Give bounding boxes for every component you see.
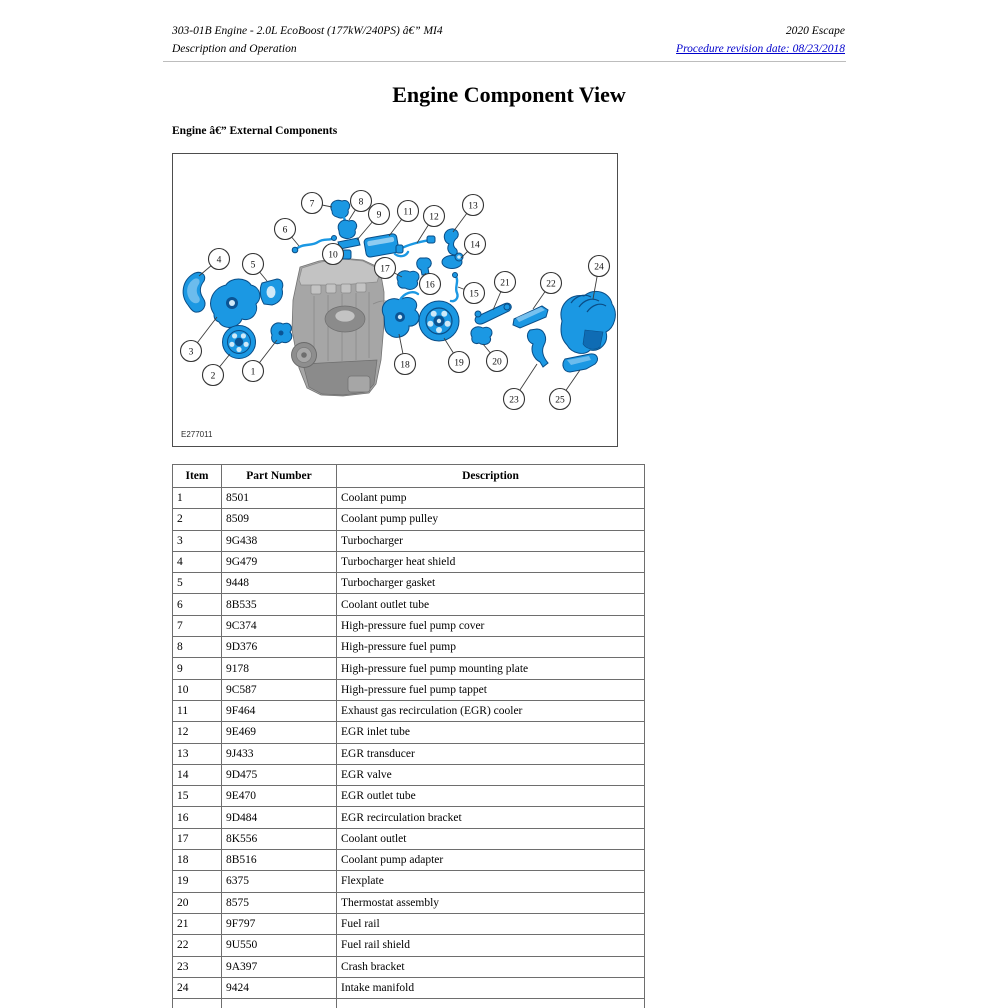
part-number-cell: 9C374	[222, 615, 337, 636]
description-cell: Turbocharger	[337, 530, 645, 551]
part-crash-bracket	[527, 329, 548, 367]
revision-date-link[interactable]: Procedure revision date: 08/23/2018	[676, 43, 845, 55]
callout-number: 12	[429, 212, 439, 223]
table-row	[173, 509, 645, 530]
item-cell: 11	[173, 700, 222, 721]
table-row	[173, 956, 645, 977]
description-cell: Thermostat assembly	[337, 892, 645, 913]
callout-number: 19	[454, 358, 464, 369]
item-cell: 16	[173, 807, 222, 828]
item-cell: 10	[173, 679, 222, 700]
description-cell: Turbocharger heat shield	[337, 551, 645, 572]
part-turbocharger-heat-shield	[183, 272, 205, 312]
item-cell: 15	[173, 786, 222, 807]
part-egr-transducer-bracket	[444, 229, 458, 255]
part-number-cell: 9178	[222, 658, 337, 679]
part-number-cell: 9F464	[222, 700, 337, 721]
part-coolant-pump	[271, 323, 292, 344]
part-number-cell: 9G479	[222, 551, 337, 572]
callout-number: 22	[546, 279, 556, 290]
part-coolant-pump-adapter	[382, 292, 419, 337]
part-number-cell: 9D376	[222, 637, 337, 658]
part-number-cell: 8B535	[222, 594, 337, 615]
part-egr-recirculation-bracket	[417, 258, 432, 275]
table-row	[173, 786, 645, 807]
header-left	[172, 22, 443, 58]
callout-number: 6	[282, 225, 288, 236]
item-cell: 23	[173, 956, 222, 977]
callout-number: 21	[500, 278, 510, 289]
callout-number: 10	[328, 250, 338, 261]
callout-number: 24	[594, 262, 604, 273]
part-number-cell: 9J433	[222, 743, 337, 764]
table-row-partial	[173, 999, 645, 1008]
part-intake-manifold	[561, 291, 615, 353]
table-row	[173, 935, 645, 956]
part-egr-inlet-tube	[396, 236, 435, 253]
description-cell: Coolant pump	[337, 488, 645, 509]
table-row	[173, 913, 645, 934]
part-number-cell: 9D475	[222, 764, 337, 785]
part-number-cell: 9A397	[222, 956, 337, 977]
item-cell: 7	[173, 615, 222, 636]
description-cell: Fuel rail	[337, 913, 645, 934]
callout-number: 1	[250, 367, 256, 378]
description-cell: Coolant outlet tube	[337, 594, 645, 615]
part-fuel-rail	[475, 303, 511, 324]
figure-id-label: E277011	[181, 430, 213, 439]
description-cell: Coolant outlet	[337, 828, 645, 849]
description-cell: High-pressure fuel pump	[337, 637, 645, 658]
item-cell: 20	[173, 892, 222, 913]
callout-number: 5	[250, 260, 256, 271]
part-number-cell: 9D484	[222, 807, 337, 828]
table-row	[173, 594, 645, 615]
table-row	[173, 764, 645, 785]
callout-number: 3	[188, 347, 194, 358]
description-cell: Coolant pump adapter	[337, 850, 645, 871]
engine-block-illustration	[292, 258, 395, 396]
item-cell: 21	[173, 913, 222, 934]
part-turbocharger	[211, 279, 260, 327]
description-cell: Fuel rail shield	[337, 935, 645, 956]
part-fuel-rail-shield	[513, 306, 548, 328]
part-egr-valve	[442, 253, 463, 269]
part-number-cell: 9F797	[222, 913, 337, 934]
callout-number: 25	[555, 395, 565, 406]
part-coolant-pump-pulley	[223, 326, 256, 359]
part-egr-outlet-tube	[451, 273, 458, 302]
callout-number: 20	[492, 357, 502, 368]
callout-number: 23	[509, 395, 519, 406]
part-number-cell: 8575	[222, 892, 337, 913]
item-cell: 2	[173, 509, 222, 530]
description-cell: EGR transducer	[337, 743, 645, 764]
callout-number: 15	[469, 289, 479, 300]
table-header-row	[173, 465, 645, 488]
part-number-cell: 9448	[222, 573, 337, 594]
callout-number: 11	[403, 207, 413, 218]
table-row	[173, 871, 645, 892]
figure-subtitle: Engine â€” External Components	[172, 125, 338, 137]
table-row	[173, 700, 645, 721]
item-cell: 3	[173, 530, 222, 551]
table-row	[173, 637, 645, 658]
description-cell: EGR valve	[337, 764, 645, 785]
part-number-cell: 9424	[222, 977, 337, 998]
parts-table	[172, 464, 645, 1008]
table-row	[173, 722, 645, 743]
part-turbocharger-gasket	[260, 279, 283, 305]
description-cell: Exhaust gas recirculation (EGR) cooler	[337, 700, 645, 721]
column-header-part-number: Part Number	[222, 465, 337, 488]
callout-number: 18	[400, 360, 410, 371]
description-cell: EGR inlet tube	[337, 722, 645, 743]
callout-number: 7	[309, 199, 315, 210]
item-cell: 12	[173, 722, 222, 743]
table-row	[173, 615, 645, 636]
description-cell: High-pressure fuel pump cover	[337, 615, 645, 636]
description-cell: EGR outlet tube	[337, 786, 645, 807]
part-lower-bracket	[563, 354, 598, 372]
callout-number: 8	[358, 197, 364, 208]
callout-number: 4	[216, 255, 222, 266]
item-cell: 1	[173, 488, 222, 509]
callout-number: 9	[376, 210, 382, 221]
description-cell: High-pressure fuel pump mounting plate	[337, 658, 645, 679]
table-row	[173, 807, 645, 828]
part-number-cell: 9E470	[222, 786, 337, 807]
vehicle-name: 2020 Escape	[785, 25, 845, 37]
description-cell: Intake manifold	[337, 977, 645, 998]
header-divider	[163, 61, 846, 62]
part-number-cell: 9G438	[222, 530, 337, 551]
part-number-cell: 6375	[222, 871, 337, 892]
description-cell: High-pressure fuel pump tappet	[337, 679, 645, 700]
description-cell: Turbocharger gasket	[337, 573, 645, 594]
table-row	[173, 892, 645, 913]
part-number-cell: 8509	[222, 509, 337, 530]
item-cell: 8	[173, 637, 222, 658]
item-cell: 14	[173, 764, 222, 785]
description-cell: EGR recirculation bracket	[337, 807, 645, 828]
table-row	[173, 743, 645, 764]
callout-number: 13	[468, 201, 478, 212]
item-cell: 18	[173, 850, 222, 871]
part-number-cell: 9C587	[222, 679, 337, 700]
description-cell: Coolant pump pulley	[337, 509, 645, 530]
item-cell: 4	[173, 551, 222, 572]
item-cell: 22	[173, 935, 222, 956]
table-row	[173, 530, 645, 551]
table-row	[173, 488, 645, 509]
header-right	[676, 22, 845, 58]
table-row	[173, 551, 645, 572]
table-row	[173, 828, 645, 849]
callout-number: 16	[425, 280, 435, 291]
description-cell: Flexplate	[337, 871, 645, 892]
item-cell: 19	[173, 871, 222, 892]
doc-code: 303-01B Engine - 2.0L EcoBoost (177kW/240PS) â€” MI4	[172, 25, 443, 37]
part-flexplate	[419, 301, 459, 341]
part-number-cell: 9U550	[222, 935, 337, 956]
item-cell: 6	[173, 594, 222, 615]
doc-section: Description and Operation	[172, 43, 297, 55]
part-fuel-pump-cover	[331, 200, 350, 218]
part-coolant-outlet	[397, 271, 419, 290]
item-cell: 13	[173, 743, 222, 764]
item-cell: 9	[173, 658, 222, 679]
engine-exploded-view-figure	[172, 153, 618, 447]
part-number-cell: 8K556	[222, 828, 337, 849]
callout-number: 2	[210, 371, 216, 382]
item-cell: 17	[173, 828, 222, 849]
description-cell: Crash bracket	[337, 956, 645, 977]
table-row	[173, 850, 645, 871]
table-row	[173, 658, 645, 679]
column-header-description: Description	[337, 465, 645, 488]
callout-number: 14	[470, 240, 480, 251]
table-row	[173, 977, 645, 998]
page-title: Engine Component View	[392, 82, 626, 107]
callout-number: 17	[380, 264, 390, 275]
part-thermostat-assembly	[471, 327, 492, 345]
part-number-cell: 8501	[222, 488, 337, 509]
part-number-cell: 9E469	[222, 722, 337, 743]
column-header-item: Item	[173, 465, 222, 488]
item-cell: 24	[173, 977, 222, 998]
table-row	[173, 679, 645, 700]
item-cell: 5	[173, 573, 222, 594]
table-row	[173, 573, 645, 594]
part-number-cell: 8B516	[222, 850, 337, 871]
